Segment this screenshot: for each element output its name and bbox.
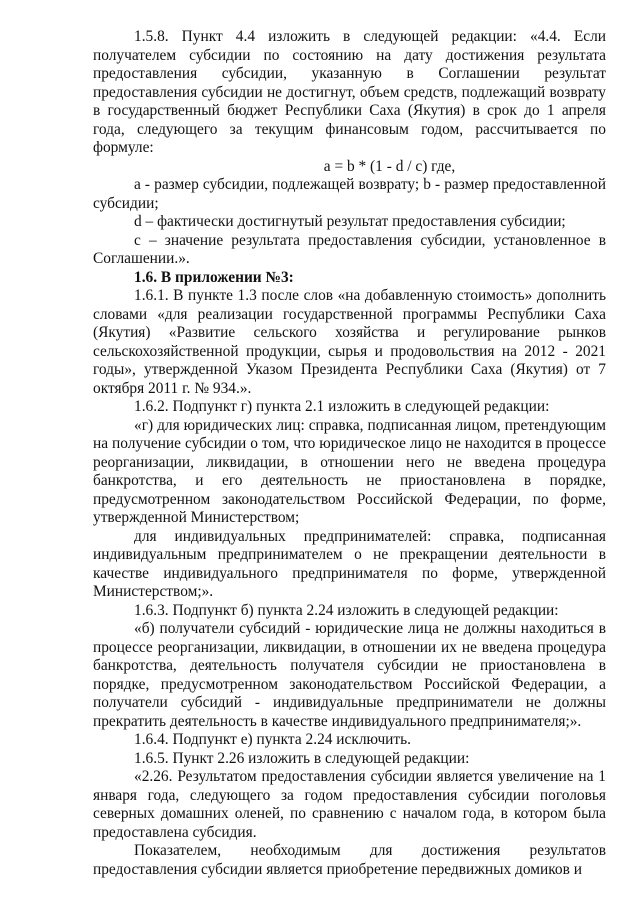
formula-def-a-b: а - размер субсидии, подлежащей возврату; b - размер предоставленной субсидии; <box>93 176 606 212</box>
paragraph-1-5-8: 1.5.8. Пункт 4.4 изложить в следующей редакции: «4.4. Если получателем субсидии по состоянию на дату достижения результата предоставления субсидии, указанную в Соглашении результат предоставления субсидии не достигнут, объем средств, подлежащий возврату в государственный бюджет Республики Саха (Якутия) в срок до 1 апреля года, следующего за текущим финансовым годом, рассчитывается по формуле: <box>93 28 606 156</box>
paragraph-1-6-5: 1.6.5. Пункт 2.26 изложить в следующей редакции: <box>134 749 470 767</box>
paragraph-subitem-b: «б) получатели субсидий - юридические лица не должны находиться в процессе реорганизации, ликвидации, в отношении их не введена процедура банкротства, деятельность получателя субсидии не приостановлена в порядке, предусмотренном законодательством Российской Федерации, а получатели субсидий - индивидуальные предприниматели не должны прекратить деятельность в качестве индивидуального предпринимателя;». <box>93 620 606 730</box>
formula-def-d: d – фактически достигнутый результат предоставления субсидии; <box>134 213 566 230</box>
paragraph-entrepreneurs: для индивидуальных предпринимателей: справка, подписанная индивидуальным предпринимателем о не прекращении деятельности в качестве индивидуального предпринимателя по форме, утвержденной Министерством;». <box>93 527 606 600</box>
paragraph-1-6-2: 1.6.2. Подпункт г) пункта 2.1 изложить в следующей редакции: <box>134 398 550 415</box>
paragraph-1-6-3: 1.6.3. Подпункт б) пункта 2.24 изложить в следующей редакции: <box>134 601 559 619</box>
paragraph-indicator: Показателем, необходимым для достижения результатов предоставления субсидии является приобретение передвижных домиков и <box>93 842 606 878</box>
paragraph-1-6-4: 1.6.4. Подпункт е) пункта 2.24 исключить. <box>134 731 412 748</box>
paragraph-2-26: «2.26. Результатом предоставления субсидии является увеличение на 1 января года, следующего за годом предоставления субсидии поголовья северных домашних оленей, по сравнению с началом года, в котором была предоставлена субсидия. <box>93 768 606 841</box>
paragraph-subitem-g: «г) для юридических лиц: справка, подписанная лицом, претендующим на получение субсидии о том, что юридическое лицо не находится в процессе реорганизации, ликвидации, в отношении него не введена процедура банкротства, и его деятельность не приостановлена в порядке, предусмотренном законодательством Российской Федерации, по форме, утвержденной Министерством; <box>93 416 606 526</box>
formula: а = b * (1 - d / c) где, <box>323 157 456 175</box>
paragraph-1-6-1: 1.6.1. В пункте 1.3 после слов «на добавленную стоимость» дополнить словами «для реализации государственной программы Республики Саха (Якутия) «Развитие сельского хозяйства и регулирование рынков сельскохозяйственной продукции, сырья и продовольствия на 2012 - 2021 годы», утвержденной Указом Президента Республики Саха (Якутия) от 7 октября 2011 г. № 934.». <box>93 287 606 397</box>
section-heading-1-6: 1.6. В приложении №3: <box>134 268 294 286</box>
formula-def-c: с – значение результата предоставления субсидии, установленное в Соглашении.». <box>93 231 606 267</box>
